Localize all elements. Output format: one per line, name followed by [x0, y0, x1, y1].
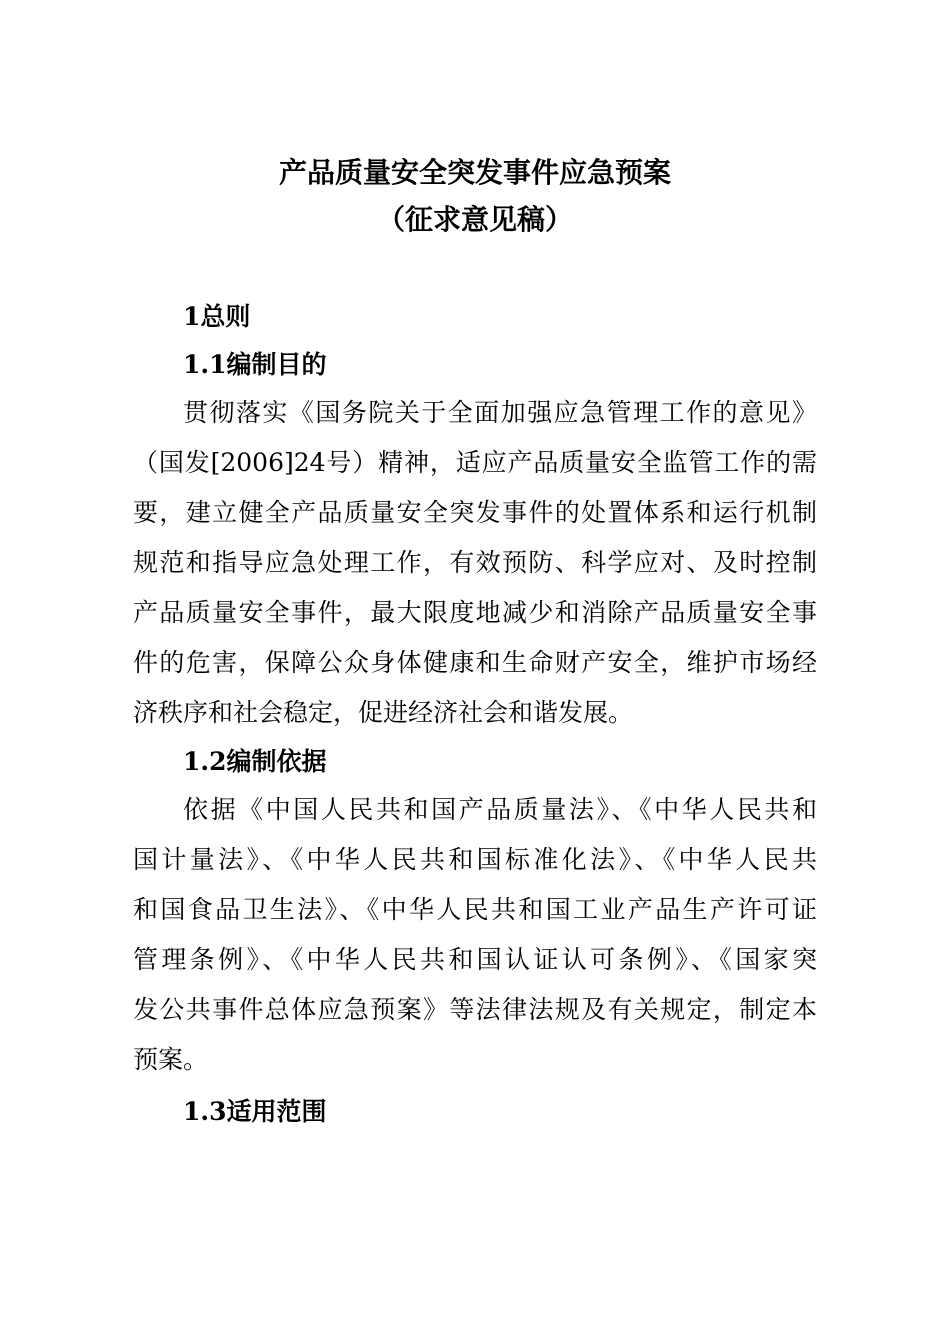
paragraph-line: 发公共事件总体应急预案》等法律法规及有关规定，制定本: [133, 995, 817, 1024]
paragraph-line: 规范和指导应急处理工作，有效预防、科学应对、及时控制: [133, 548, 817, 577]
section-heading-1: 1总则: [183, 302, 251, 331]
section-heading-1-1: 1.1编制目的: [183, 350, 327, 379]
paragraph-line: 管理条例》、《中华人民共和国认证认可条例》、《国家突: [133, 945, 817, 974]
paragraph-line: 济秩序和社会稳定，促进经济社会和谐发展。: [133, 698, 634, 727]
paragraph-line: 产品质量安全事件，最大限度地减少和消除产品质量安全事: [133, 598, 817, 627]
paragraph-line: 和国食品卫生法》、《中华人民共和国工业产品生产许可证: [133, 895, 817, 924]
section-heading-1-3: 1.3适用范围: [183, 1097, 327, 1126]
paragraph-line: 依据《中国人民共和国产品质量法》、《中华人民共和: [183, 795, 817, 824]
paragraph-line: （国发[2006]24号）精神，适应产品质量安全监管工作的需: [133, 448, 817, 477]
paragraph-line: 要，建立健全产品质量安全突发事件的处置体系和运行机制: [133, 498, 817, 527]
section-heading-1-2: 1.2编制依据: [183, 747, 327, 776]
paragraph-line: 预案。: [133, 1045, 209, 1074]
paragraph-line: 国计量法》、《中华人民共和国标准化法》、《中华人民共: [133, 845, 817, 874]
document-subtitle: （征求意见稿）: [376, 203, 573, 236]
document-title: 产品质量安全突发事件应急预案: [278, 156, 671, 189]
paragraph-line: 贯彻落实《国务院关于全面加强应急管理工作的意见》: [183, 398, 817, 427]
paragraph-line: 件的危害，保障公众身体健康和生命财产安全，维护市场经: [133, 648, 817, 677]
